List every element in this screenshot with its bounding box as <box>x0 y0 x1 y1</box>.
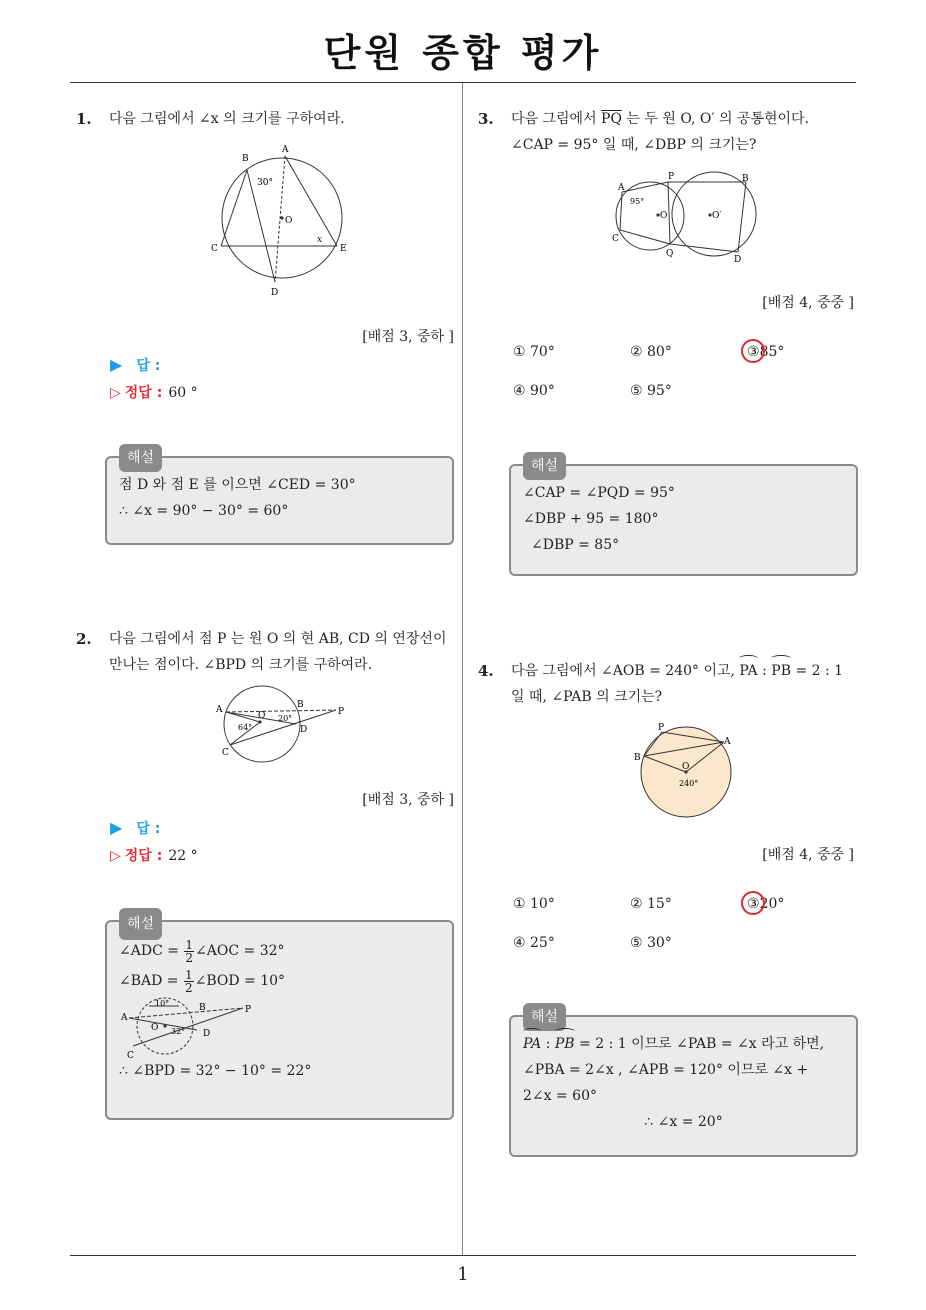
fig-label: E <box>340 244 347 254</box>
fraction-num: 1 <box>185 937 194 952</box>
q2-figure <box>210 684 350 768</box>
explanation-line: 점 D 와 점 E 를 이으면 ∠CED = 30° <box>119 477 356 493</box>
explanation-line <box>523 1031 844 1057</box>
fig-label: A <box>216 705 223 715</box>
fig-label: 64° <box>238 723 253 732</box>
fig-label: A <box>724 737 731 747</box>
question-text-line2: ∠CAP = 95° 일 때, ∠DBP 의 크기는? <box>511 137 757 153</box>
fig-label: B <box>634 753 641 763</box>
q2-correct-line <box>110 845 198 865</box>
fraction-den: 2 <box>185 950 194 965</box>
fig-label: O′ <box>712 211 722 221</box>
fig-label: 10° <box>155 999 170 1008</box>
q1-figure <box>205 140 355 302</box>
arc-label: PA <box>739 658 757 684</box>
explanation-line: ∠DBP = 85° <box>531 537 620 553</box>
fig-label: P <box>668 172 675 182</box>
q3-figure <box>606 168 766 268</box>
page-number: 1 <box>457 1264 469 1285</box>
explanation-line <box>119 936 440 966</box>
fig-label: O <box>151 1023 159 1033</box>
answer-label: 답 : <box>136 358 161 374</box>
choice-4[interactable]: ④ 25° <box>513 935 555 951</box>
fig-label: B <box>199 1003 206 1013</box>
fig-label: Q <box>666 249 674 259</box>
fig-label: O <box>682 762 690 772</box>
question-text: 다음 그림에서 점 P 는 원 O 의 현 AB, CD 의 연장선이 만나는 점이다. ∠BPD 의 크기를 구하여라. <box>109 631 447 673</box>
fig-label: B <box>297 700 304 710</box>
fig-label: D <box>300 725 308 735</box>
fig-label: C <box>612 234 619 244</box>
correct-value: 60 ° <box>168 385 198 401</box>
fig-label: x <box>317 235 323 245</box>
explanation-tag: 해설 <box>119 444 162 472</box>
question-number: 4. <box>478 662 494 680</box>
answer-label: 답 : <box>136 821 161 837</box>
fig-label: D <box>203 1029 211 1039</box>
explanation-line: ∠PBA = 2∠x , ∠APB = 120° 이므로 ∠x + <box>523 1062 809 1078</box>
choice-value: 85° <box>759 344 785 360</box>
fig-label: A <box>618 183 625 193</box>
q1-points: [배점 3, 중하 ] <box>362 329 454 345</box>
q4-explanation-box <box>509 1009 858 1157</box>
explanation-line <box>119 966 440 996</box>
q3-points: [배점 4, 중중 ] <box>762 295 854 311</box>
column-divider <box>462 83 463 1256</box>
expr-text: ∠ADC = <box>119 943 184 959</box>
q4-points: [배점 4, 중중 ] <box>762 847 854 863</box>
fig-label: A <box>121 1013 128 1023</box>
q4-figure <box>630 718 740 822</box>
choice-number: ③ <box>747 896 760 912</box>
fraction-num: 1 <box>184 967 193 982</box>
fig-label: O <box>258 711 266 721</box>
question-3 <box>478 106 862 158</box>
question-1 <box>76 106 456 132</box>
fig-label: B <box>742 174 749 184</box>
expr-text: ∠BOD = 10° <box>194 973 286 989</box>
explanation-tag: 해설 <box>119 908 162 940</box>
correct-arrow-icon: ▷ <box>110 385 121 401</box>
q2-explanation-box <box>105 916 454 1120</box>
fraction <box>184 939 194 964</box>
fraction <box>184 969 194 994</box>
text: : <box>541 1036 555 1052</box>
fig-label: C <box>222 748 229 758</box>
fig-label: A <box>282 145 289 155</box>
question-2 <box>76 626 456 678</box>
correct-arrow-icon: ▷ <box>110 848 121 864</box>
question-number: 1. <box>76 110 92 128</box>
text: : <box>757 663 772 679</box>
selected-circle-icon <box>741 891 765 915</box>
choice-3[interactable] <box>747 896 784 912</box>
text: = 2 : 1 이므로 ∠PAB = ∠x 라고 하면, <box>574 1036 825 1052</box>
q2-points: [배점 3, 중하 ] <box>362 792 454 808</box>
text: 다음 그림에서 <box>511 111 602 127</box>
choice-5[interactable]: ⑤ 95° <box>630 383 672 399</box>
expr-text: ∠BAD = <box>119 973 183 989</box>
choice-number: ③ <box>747 344 760 360</box>
fig-label: D <box>271 288 279 298</box>
correct-label: 정답 : <box>124 385 163 401</box>
fig-label: C <box>211 244 218 254</box>
arc-label: PB <box>555 1031 575 1057</box>
fig-label: 240° <box>679 779 699 788</box>
choice-3[interactable] <box>747 344 784 360</box>
choice-1[interactable]: ① 70° <box>513 344 555 360</box>
question-text: 다음 그림에서 ∠x 의 크기를 구하여라. <box>109 111 345 127</box>
question-text <box>511 658 862 684</box>
q1-explanation-box <box>105 450 454 545</box>
footer-rule <box>70 1255 856 1256</box>
explanation-line: ∴ ∠x = 90° − 30° = 60° <box>119 503 289 519</box>
fig-label: P <box>338 707 345 717</box>
q3-choices <box>513 344 853 404</box>
selected-circle-icon <box>741 339 765 363</box>
header-rule <box>70 82 856 83</box>
explanation-line: ∴ ∠BPD = 32° − 10° = 22° <box>119 1063 312 1079</box>
fig-label: P <box>658 723 665 733</box>
q4-choices <box>513 896 853 956</box>
arc-label: PB <box>771 658 791 684</box>
fraction-den: 2 <box>184 980 193 995</box>
segment: $\overline{PQ}$ <box>601 111 622 127</box>
explanation-line: ∠DBP + 95 = 180° <box>523 511 659 527</box>
question-text <box>511 106 862 132</box>
question-4 <box>478 658 862 710</box>
choice-value: 20° <box>759 896 785 912</box>
choice-2[interactable]: ② 80° <box>630 344 672 360</box>
question-text-line2: 일 때, ∠PAB 의 크기는? <box>511 689 663 705</box>
explanation-line: 2∠x = 60° <box>523 1088 597 1104</box>
fig-label: B <box>242 154 249 164</box>
fig-label: D <box>734 255 742 265</box>
expr-text: ∠AOC = 32° <box>195 943 285 959</box>
text: 는 두 원 O, O′ 의 공통현이다. <box>621 111 810 127</box>
fig-label: P <box>245 1005 252 1015</box>
text: = 2 : 1 <box>791 663 844 679</box>
explanation-tag: 해설 <box>523 452 566 480</box>
q1-answer-line[interactable] <box>110 355 160 375</box>
correct-label: 정답 : <box>124 848 163 864</box>
fig-label: C <box>127 1051 134 1060</box>
question-number: 2. <box>76 630 92 648</box>
fig-label: O <box>660 211 668 221</box>
page-title: 단원 종합 평가 <box>323 31 603 75</box>
choice-1[interactable]: ① 10° <box>513 896 555 912</box>
text: 다음 그림에서 ∠AOB = 240° 이고, <box>511 663 740 679</box>
explanation-line: ∠CAP = ∠PQD = 95° <box>523 485 675 501</box>
explanation-line: ∴ ∠x = 20° <box>644 1114 723 1130</box>
answer-arrow-icon: ▶ <box>110 818 123 837</box>
fig-label: 32° <box>171 1027 186 1036</box>
choice-4[interactable]: ④ 90° <box>513 383 555 399</box>
fig-label: 30° <box>257 178 273 188</box>
fig-label: 95° <box>630 197 645 206</box>
q3-explanation-box <box>509 458 858 576</box>
fig-label: 20° <box>278 714 293 723</box>
q2-answer-line[interactable] <box>110 818 160 838</box>
q1-correct-line <box>110 382 198 402</box>
question-number: 3. <box>478 110 494 128</box>
arc-label: PA <box>523 1031 541 1057</box>
explanation-tag: 해설 <box>523 1003 566 1031</box>
fig-label: O <box>285 216 293 226</box>
choice-2[interactable]: ② 15° <box>630 896 672 912</box>
correct-value: 22 ° <box>168 848 198 864</box>
choice-5[interactable]: ⑤ 30° <box>630 935 672 951</box>
q2-explanation-figure <box>119 996 259 1060</box>
answer-arrow-icon: ▶ <box>110 355 123 374</box>
